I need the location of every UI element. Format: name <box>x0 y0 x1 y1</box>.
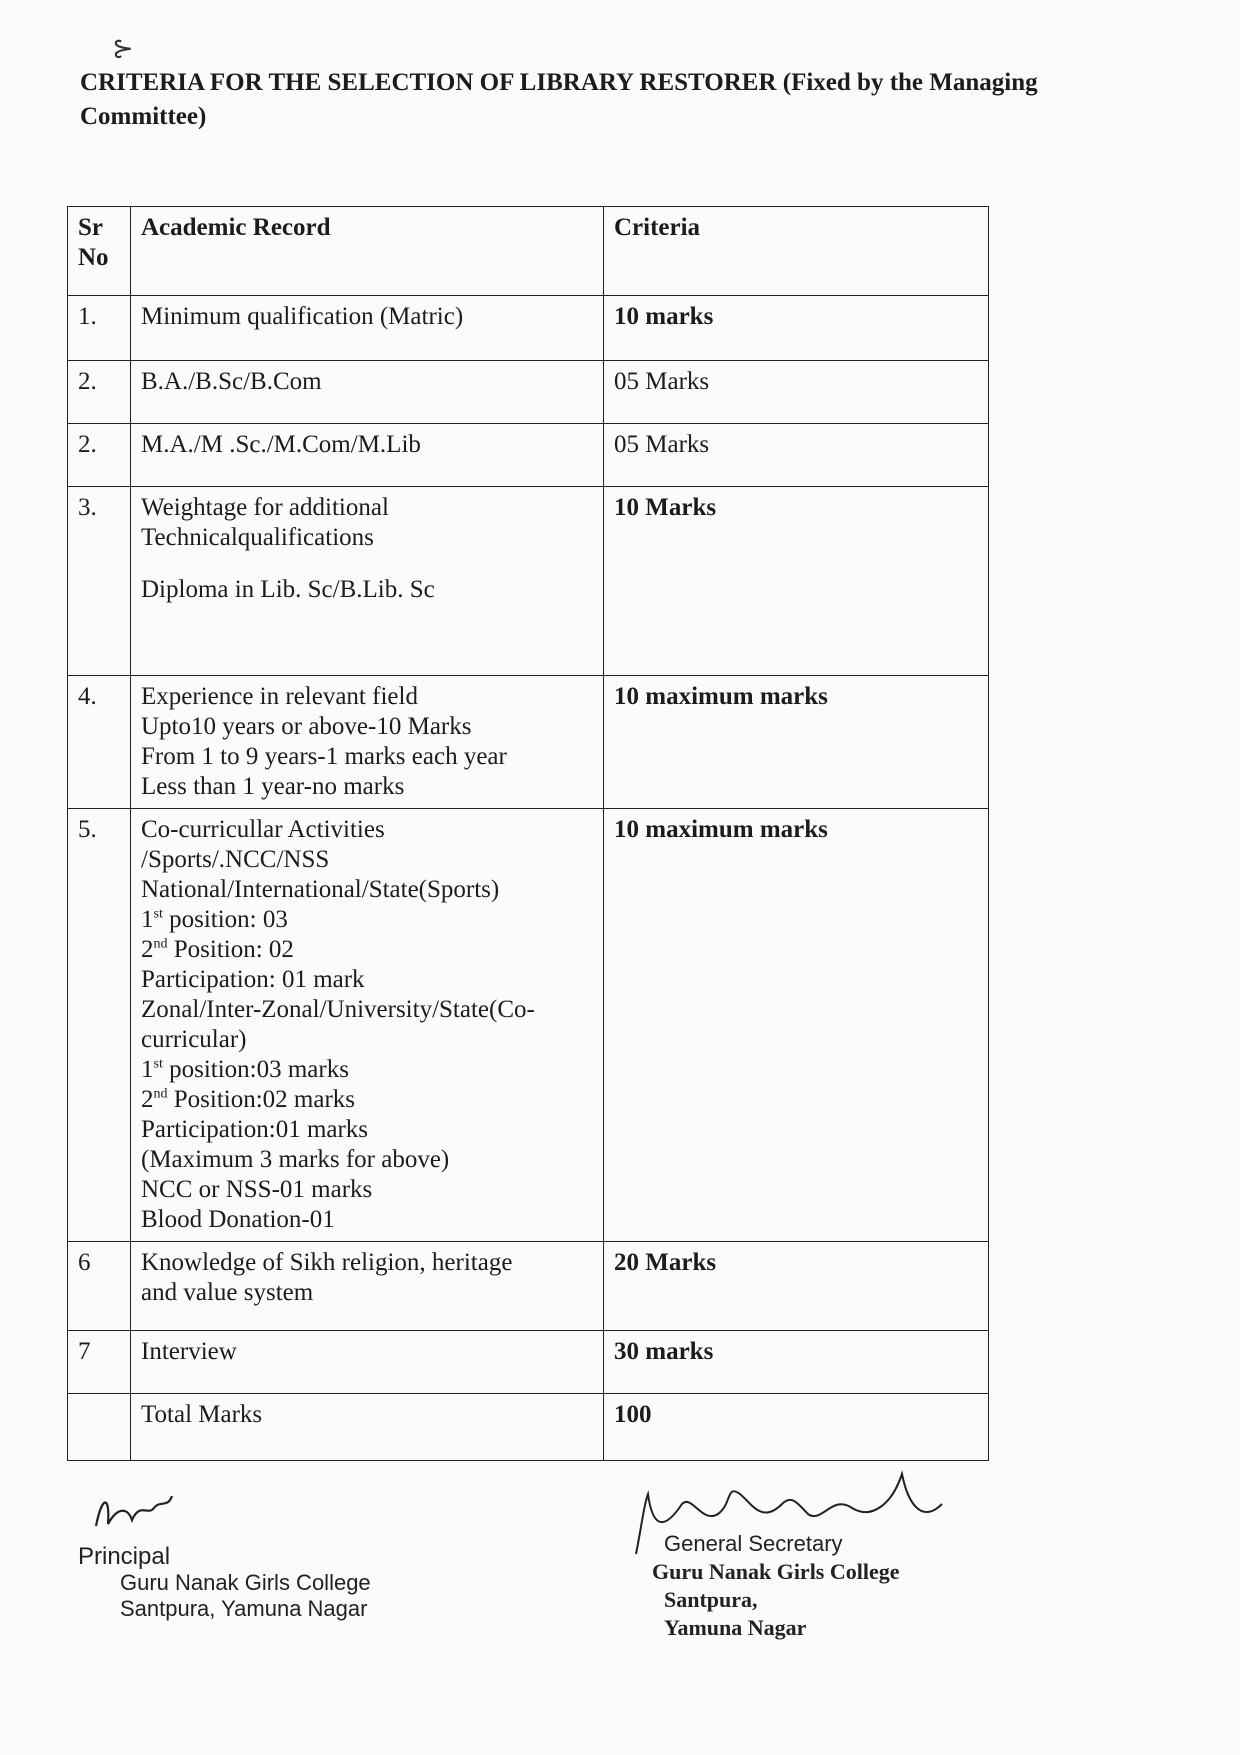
cell-criteria: 10 maximum marks <box>604 676 989 809</box>
cell-criteria: 20 Marks <box>604 1242 989 1331</box>
table-row <box>68 361 989 424</box>
record-line: From 1 to 9 years-1 marks each year <box>141 743 507 770</box>
record-line: Blood Donation-01 <box>141 1206 335 1233</box>
record-line: curricular) <box>141 1026 247 1053</box>
record-line: Interview <box>141 1338 237 1365</box>
record-line: Knowledge of Sikh religion, heritage <box>141 1249 513 1276</box>
cell-criteria: 05 Marks <box>604 361 989 424</box>
record-line: Upto10 years or above-10 Marks <box>141 713 472 740</box>
table-row <box>68 1394 989 1461</box>
cell-academic-record <box>131 361 604 424</box>
record-line: B.A./B.Sc/B.Com <box>141 368 322 395</box>
title-line-1: CRITERIA FOR THE SELECTION OF LIBRARY RESTORER (Fixed by the Managing <box>80 69 1038 96</box>
general-secretary-org: Guru Nanak Girls College <box>652 1559 900 1584</box>
cell-sr-no: 4. <box>68 676 131 809</box>
general-secretary-signature <box>622 1464 952 1564</box>
cell-criteria: 30 marks <box>604 1331 989 1394</box>
table-row <box>68 487 989 676</box>
record-line: Participation:01 marks <box>141 1116 369 1143</box>
principal-signature <box>88 1486 178 1536</box>
cell-criteria: 10 maximum marks <box>604 809 989 1242</box>
general-secretary-title: General Secretary <box>664 1531 843 1556</box>
table-row <box>68 424 989 487</box>
record-line: Technicalqualifications <box>141 524 374 551</box>
record-line: and value system <box>141 1279 314 1306</box>
cell-sr-no: 2. <box>68 361 131 424</box>
principal-signature-block <box>78 1500 371 1622</box>
handwritten-mark: ⊱ <box>112 34 134 63</box>
cell-criteria: 10 Marks <box>604 487 989 676</box>
cell-academic-record <box>131 676 604 809</box>
table-header-row <box>68 207 989 296</box>
record-line: Diploma in Lib. Sc/B.Lib. Sc <box>141 576 435 603</box>
cell-academic-record <box>131 487 604 676</box>
title-line-2: Committee) <box>80 103 207 130</box>
cell-academic-record <box>131 809 604 1242</box>
cell-sr-no: 5. <box>68 809 131 1242</box>
cell-criteria: 05 Marks <box>604 424 989 487</box>
general-secretary-place-2: Yamuna Nagar <box>664 1615 807 1640</box>
cell-criteria: 100 <box>604 1394 989 1461</box>
cell-sr-no: 1. <box>68 296 131 361</box>
cell-academic-record <box>131 296 604 361</box>
table-row <box>68 809 989 1242</box>
record-line: Total Marks <box>141 1401 263 1428</box>
cell-academic-record <box>131 1394 604 1461</box>
criteria-table <box>67 206 989 1461</box>
table-row <box>68 1242 989 1331</box>
record-line: Participation: 01 mark <box>141 966 365 993</box>
principal-place: Santpura, Yamuna Nagar <box>120 1596 368 1621</box>
record-line: 1st position:03 marks <box>141 1056 349 1083</box>
record-line: /Sports/.NCC/NSS <box>141 846 330 873</box>
record-line: NCC or NSS-01 marks <box>141 1176 373 1203</box>
general-secretary-signature-block <box>652 1530 900 1642</box>
record-line: Co-curricullar Activities <box>141 816 385 843</box>
principal-title: Principal <box>78 1543 171 1570</box>
header-academic-record: Academic Record <box>131 207 604 296</box>
record-line: M.A./M .Sc./M.Com/M.Lib <box>141 431 421 458</box>
table-row <box>68 296 989 361</box>
cell-criteria: 10 marks <box>604 296 989 361</box>
record-line <box>141 553 593 575</box>
record-line: 2nd Position: 02 <box>141 936 294 963</box>
record-line: 1st position: 03 <box>141 906 288 933</box>
header-sr-no-label: Sr No <box>78 214 109 271</box>
page-title <box>80 66 1160 134</box>
record-line: Experience in relevant field <box>141 683 418 710</box>
cell-academic-record <box>131 424 604 487</box>
header-criteria: Criteria <box>604 207 989 296</box>
record-line: National/International/State(Sports) <box>141 876 500 903</box>
cell-sr-no: 7 <box>68 1331 131 1394</box>
cell-sr-no: 2. <box>68 424 131 487</box>
principal-org: Guru Nanak Girls College <box>120 1570 371 1595</box>
table-row <box>68 676 989 809</box>
cell-sr-no: 3. <box>68 487 131 676</box>
header-sr-no <box>68 207 131 296</box>
cell-sr-no <box>68 1394 131 1461</box>
record-line: (Maximum 3 marks for above) <box>141 1146 450 1173</box>
cell-academic-record <box>131 1331 604 1394</box>
record-line: Weightage for additional <box>141 494 389 521</box>
record-line: 2nd Position:02 marks <box>141 1086 356 1113</box>
general-secretary-place-1: Santpura, <box>664 1587 758 1612</box>
cell-sr-no: 6 <box>68 1242 131 1331</box>
table-body <box>68 296 989 1461</box>
record-line: Less than 1 year-no marks <box>141 773 405 800</box>
record-line: Minimum qualification (Matric) <box>141 303 464 330</box>
record-line: Zonal/Inter-Zonal/University/State(Co- <box>141 996 535 1023</box>
table-row <box>68 1331 989 1394</box>
cell-academic-record <box>131 1242 604 1331</box>
